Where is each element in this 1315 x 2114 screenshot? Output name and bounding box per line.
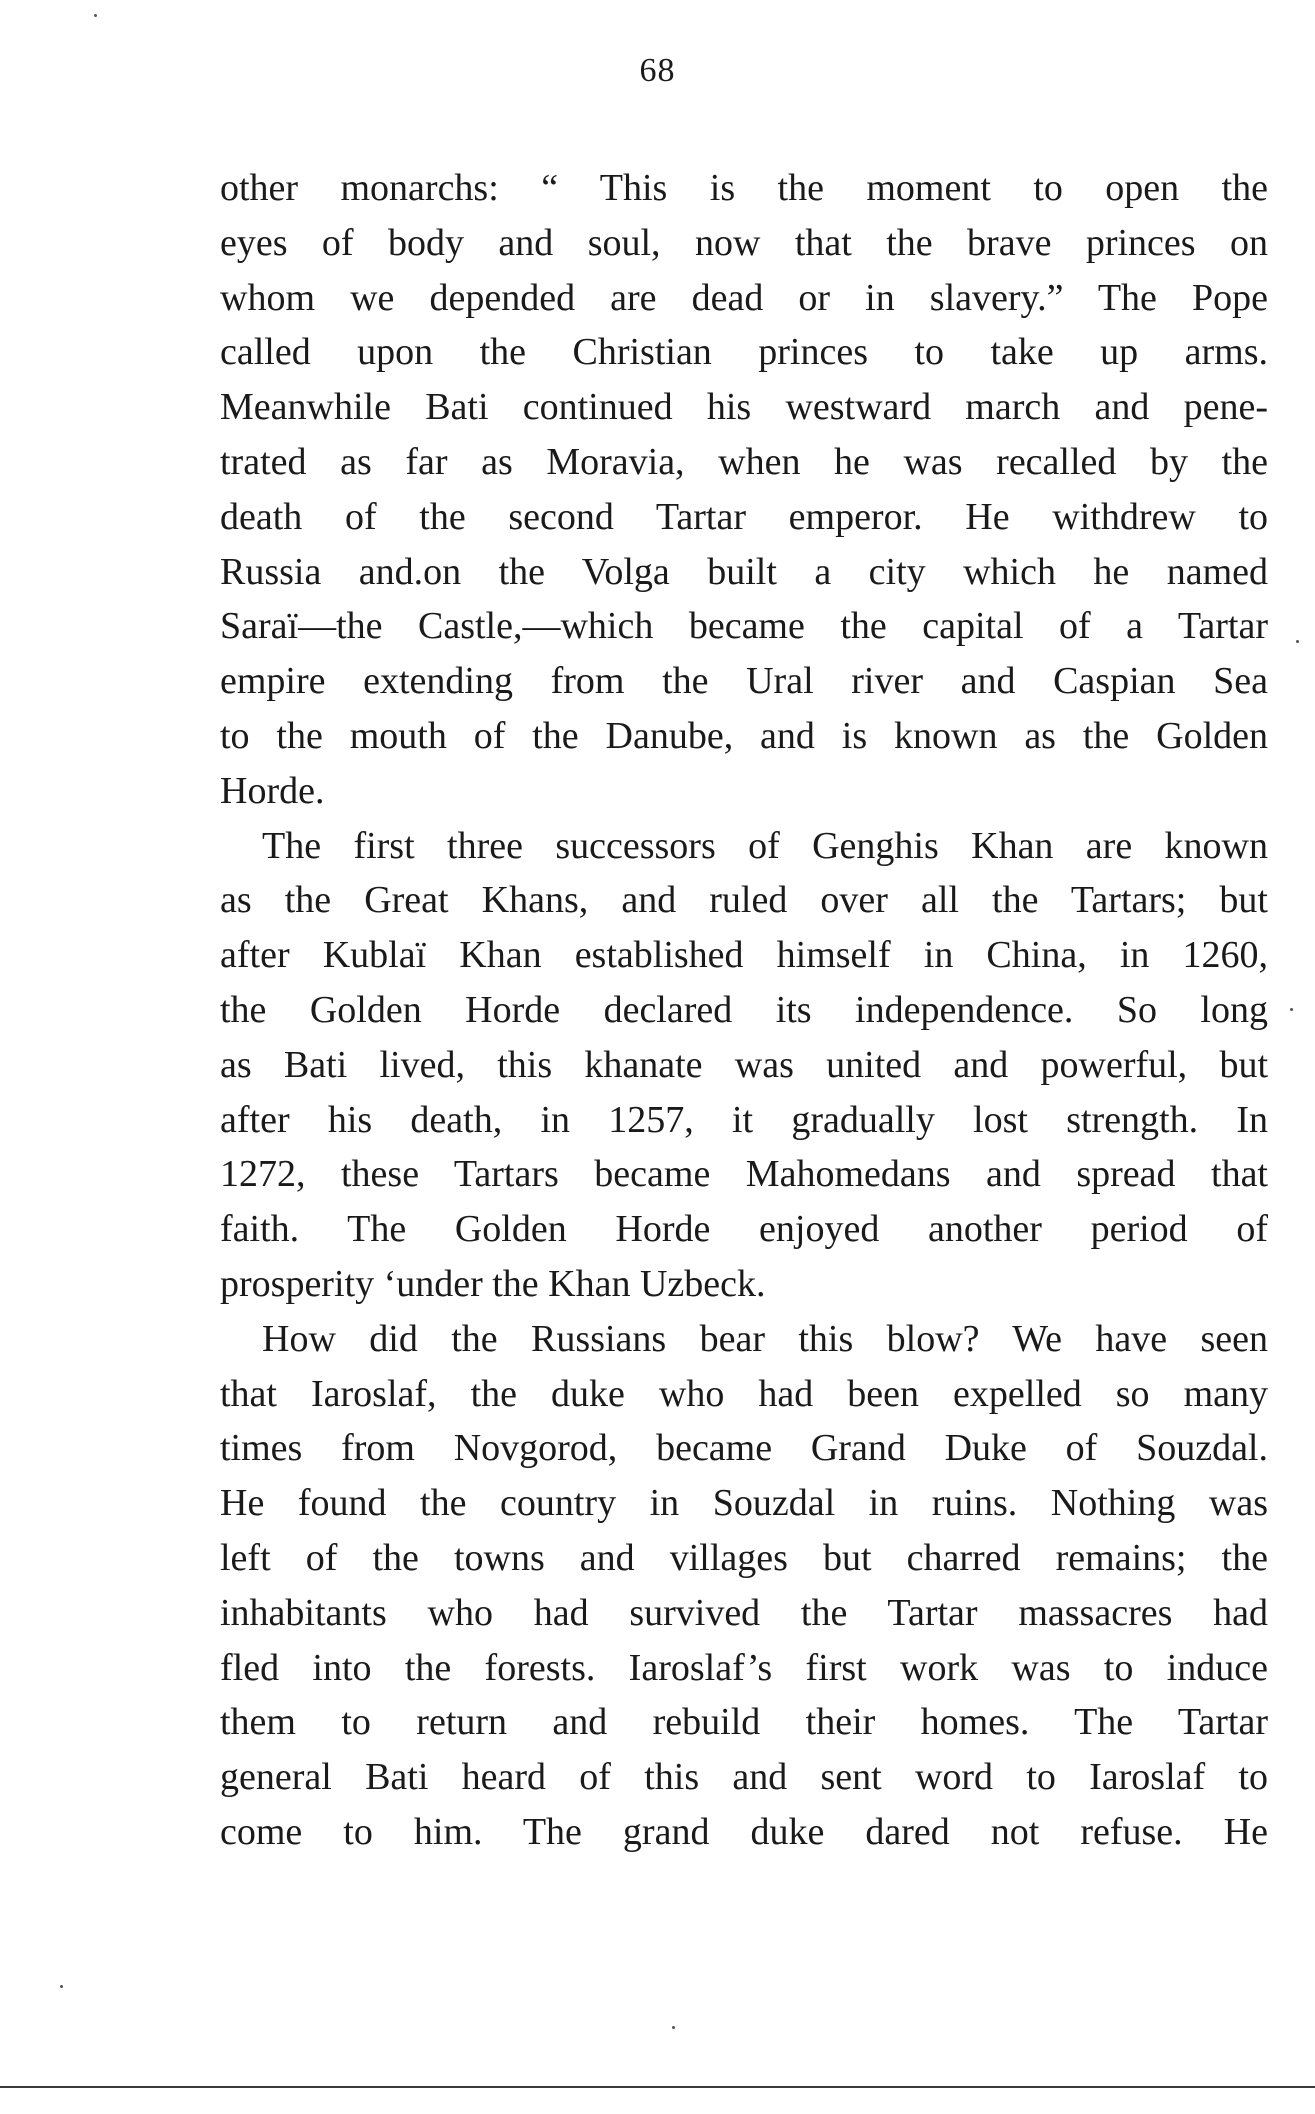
text-line: whom we depended are dead or in slavery.” The Pope (220, 276, 1268, 319)
text-line: empire extending from the Ural river and Caspian Sea (220, 660, 1268, 703)
text-line: He found the country in Souzdal in ruins. Nothing was (220, 1482, 1268, 1525)
text-line: left of the towns and villages but charred remains; the (220, 1536, 1268, 1579)
scan-speck (60, 1985, 63, 1988)
text-line: trated as far as Moravia, when he was recalled by the (220, 440, 1268, 483)
text-line: prosperity ‘under the Khan Uzbeck. (220, 1262, 766, 1305)
text-line: faith. The Golden Horde enjoyed another period of (220, 1208, 1268, 1251)
text-line: times from Novgorod, became Grand Duke of Souzdal. (220, 1427, 1268, 1470)
text-line: fled into the forests. Iaroslaf’s first work was to induce (220, 1646, 1268, 1689)
text-line: called upon the Christian princes to take up arms. (220, 331, 1268, 374)
text-line: come to him. The grand duke dared not refuse. He (220, 1810, 1268, 1853)
page-number: 68 (639, 52, 676, 89)
text-line: that Iaroslaf, the duke who had been expelled so many (220, 1372, 1268, 1415)
scan-speck (1296, 640, 1299, 643)
text-line: after Kublaï Khan established himself in China, in 1260, (220, 934, 1268, 977)
text-line: inhabitants who had survived the Tartar massacres had (220, 1591, 1268, 1634)
text-line: them to return and rebuild their homes. The Tartar (220, 1701, 1268, 1744)
text-line: to the mouth of the Danube, and is known as the Golden (220, 714, 1268, 757)
text-line: death of the second Tartar emperor. He withdrew to (220, 495, 1268, 538)
text-line: 1272, these Tartars became Mahomedans and spread that (220, 1153, 1268, 1196)
text-line: Russia and.on the Volga built a city which he named (220, 550, 1268, 593)
text-line: eyes of body and soul, now that the brave princes on (220, 221, 1268, 264)
text-line: Meanwhile Bati continued his westward march and pene- (220, 386, 1268, 429)
text-line: after his death, in 1257, it gradually lost strength. In (220, 1098, 1268, 1141)
body-text (220, 161, 1268, 1860)
text-line: Saraï—the Castle,—which became the capital of a Tartar (220, 605, 1268, 648)
text-line: as the Great Khans, and ruled over all the Tartars; but (220, 879, 1268, 922)
text-line: Horde. (220, 769, 325, 812)
text-line: the Golden Horde declared its independence. So long (220, 988, 1268, 1031)
scan-speck (672, 2026, 675, 2029)
scan-speck (94, 14, 97, 17)
scan-speck (1290, 1008, 1293, 1011)
paragraph-start-line: How did the Russians bear this blow? We have seen (262, 1317, 1268, 1360)
text-line: as Bati lived, this khanate was united and powerful, but (220, 1043, 1268, 1086)
text-line: other monarchs: “ This is the moment to open the (220, 167, 1268, 209)
text-line: general Bati heard of this and sent word to Iaroslaf to (220, 1756, 1268, 1799)
page-edge-line (0, 2086, 1315, 2088)
paragraph-start-line: The first three successors of Genghis Khan are known (262, 824, 1268, 867)
